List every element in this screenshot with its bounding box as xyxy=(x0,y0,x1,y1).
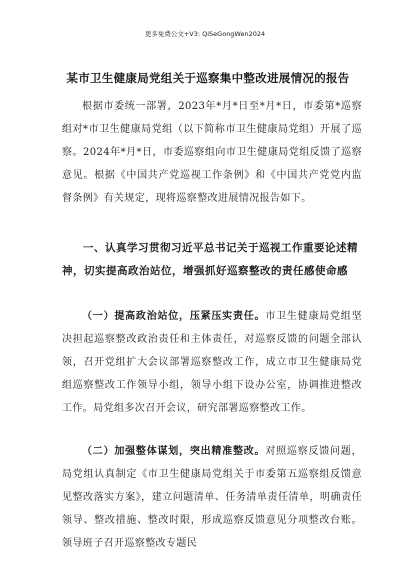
document-title: 某市卫生健康局党组关于巡察集中整改进展情况的报告 xyxy=(66,71,350,85)
subsection-heading-1: （一）提高政治站位，压紧压实责任。 xyxy=(82,311,266,322)
header-note: 更多免费公文+V3: QiSeGongWen2024 xyxy=(144,30,266,38)
section-heading-1: 一、认真学习贯彻习近平总书记关于巡视工作重要论述精神，切实提高政治站位，增强抓好巡察整改的责任感使命感 xyxy=(62,242,358,277)
subsection-heading-2: （二）加强整体谋划，突出精准整改。 xyxy=(82,446,266,457)
subsection-paragraph-2 xyxy=(62,440,362,555)
subsection-paragraph-1 xyxy=(62,305,362,420)
subsection-body-1: 市卫生健康局党组坚决担起巡察整改政治责任和主体责任，对巡察反馈的问题全部认领，召开党组扩大会议部署巡察整改工作，成立市卫生健康局党组巡察整改工作领导小组，领导小组下设办公室，协调推进整改工作。局党组多次召开会议，研究部署巡察整改工作。 xyxy=(62,311,362,414)
subsection-body-2: 对照巡察反馈问题，局党组认真制定《市卫生健康局党组关于市委第五巡察组反馈意见整改落实方案》，建立问题清单、任务清单责任清单，明确责任领导、整改措施、整改时限，形成巡察反馈意见分项整改台账。领导班子召开巡察整改专题民 xyxy=(62,446,362,549)
intro-paragraph: 根据市委统一部署，2023年*月*日至*月*日，市委第*巡察组对*市卫生健康局党组（以下简称市卫生健康局党组）开展了巡察。2024年*月*日，市委巡察组向市卫生健康局党组反馈了巡察意见。根据《中国共产党巡视工作条例》和《中国共产党党内监督条例》有关规定，现将巡察整改进展情况报告如下。 xyxy=(62,101,362,204)
